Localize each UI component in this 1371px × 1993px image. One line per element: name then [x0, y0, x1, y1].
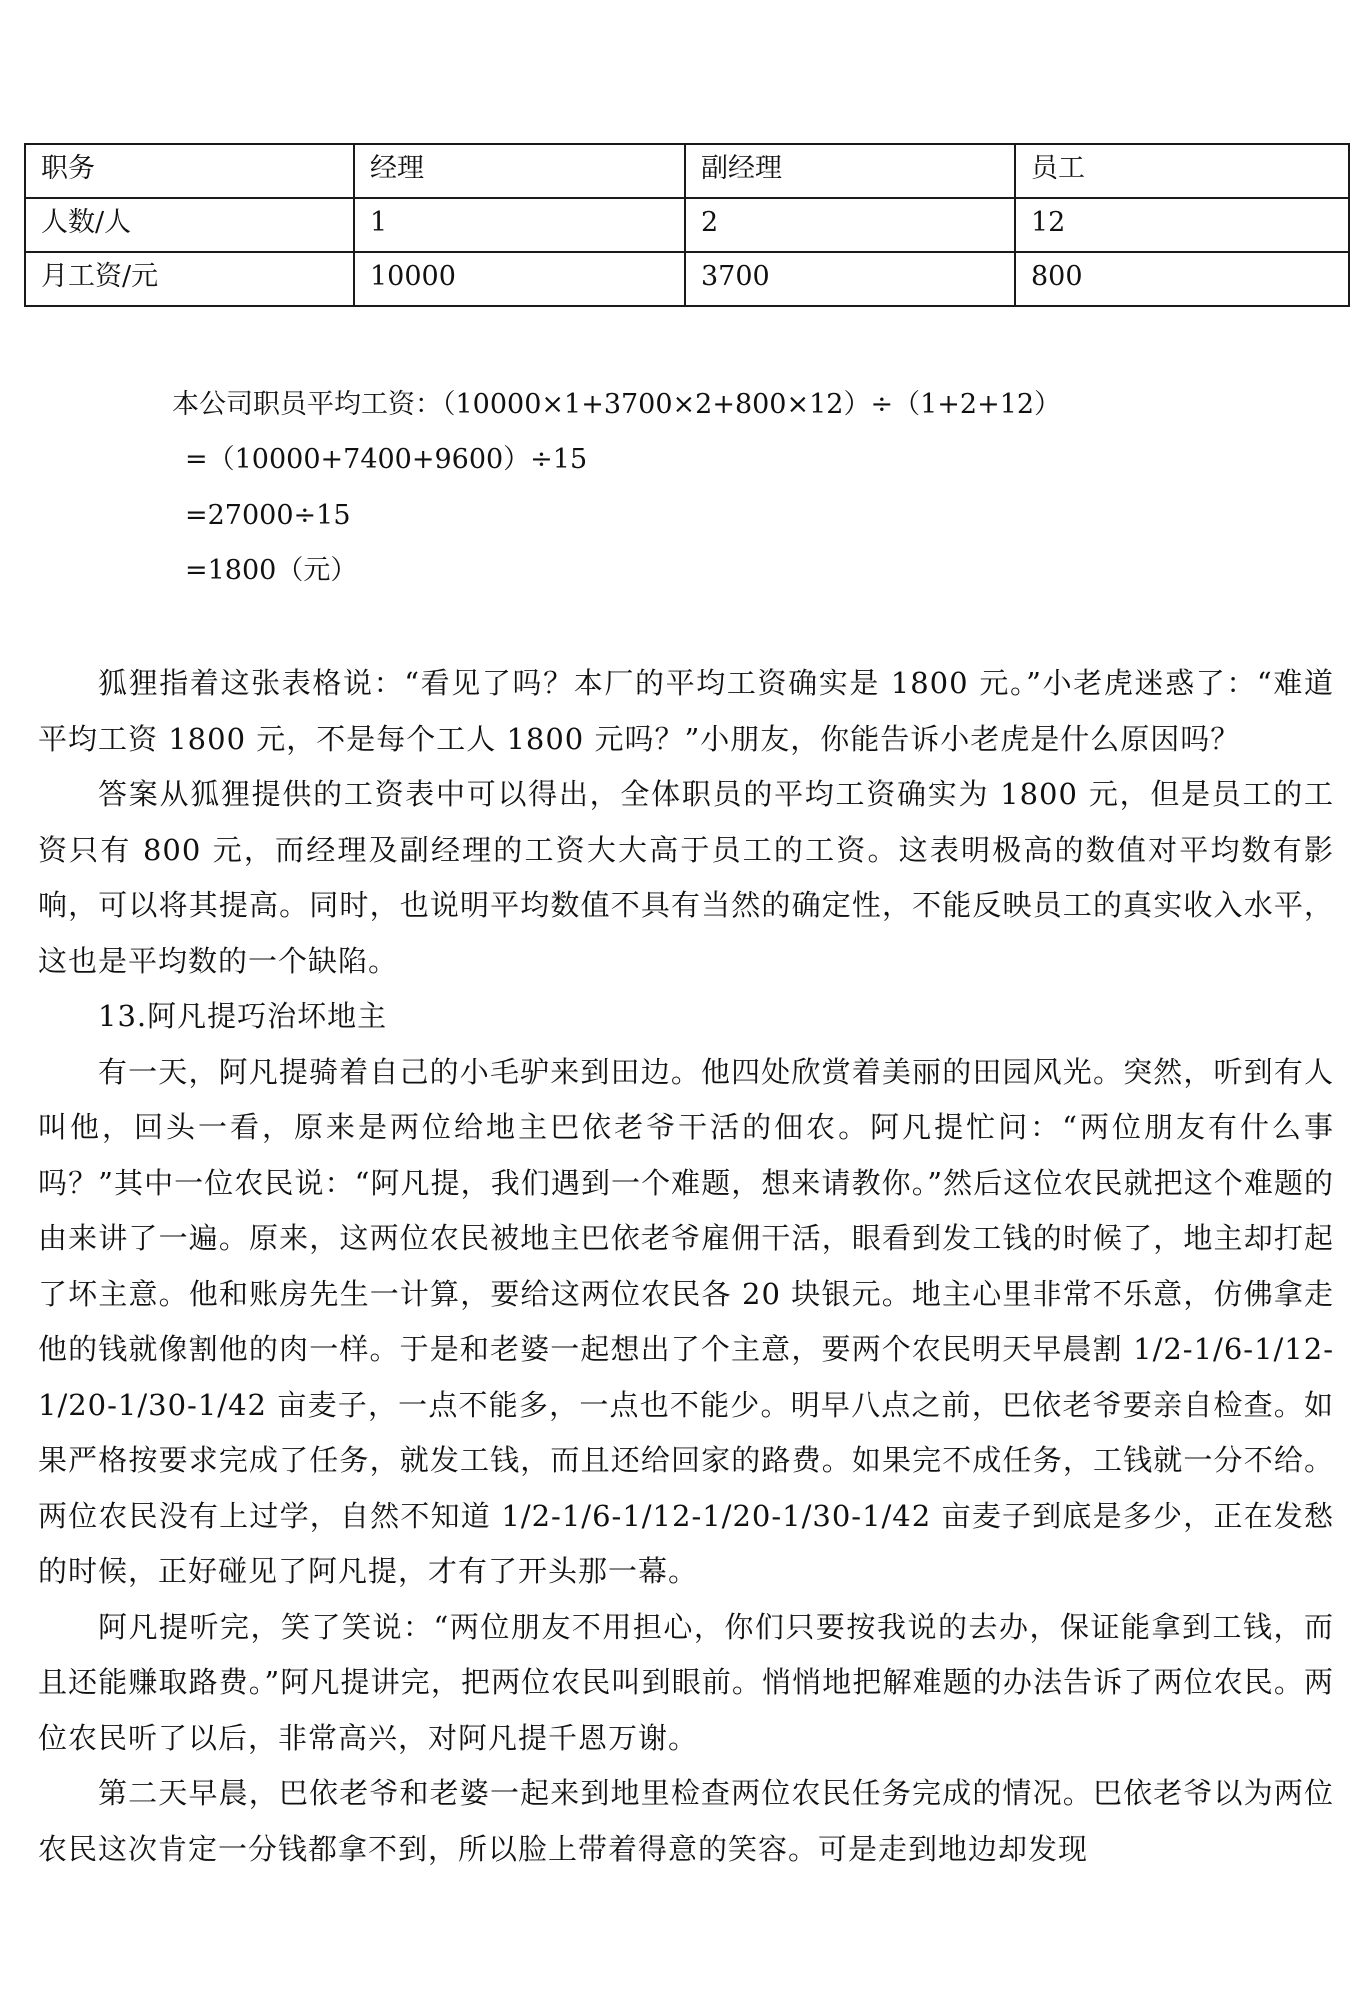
table-row [25, 144, 1349, 198]
salary-table [24, 143, 1350, 307]
table-cell: 12 [1015, 198, 1349, 252]
paragraph: 有一天，阿凡提骑着自己的小毛驴来到田边。他四处欣赏着美丽的田园风光。突然，听到有人叫他，回头一看，原来是两位给地主巴依老爷干活的佃农。阿凡提忙问：“两位朋友有什么事吗？”其中一位农民说：“阿凡提，我们遇到一个难题，想来请教你。”然后这位农民就把这个难题的由来讲了一遍。原来，这两位农民被地主巴依老爷雇佣干活，眼看到发工钱的时候了，地主却打起了坏主意。他和账房先生一计算，要给这两位农民各 20 块银元。地主心里非常不乐意，仿佛拿走他的钱就像割他的肉一样。于是和老婆一起想出了个主意，要两个农民明天早晨割 1/2-1/6-1/12-1/20-1/30-1/42 亩麦子，一点不能多，一点也不能少。明早八点之前，巴依老爷要亲自检查。如果严格按要求完成了任务，就发工钱，而且还给回家的路费。如果完不成任务，工钱就一分不给。两位农民没有上过学，自然不知道 1/2-1/6-1/12-1/20-1/30-1/42 亩麦子到底是多少，正在发愁的时候，正好碰见了阿凡提，才有了开头那一幕。 [38, 1054, 1334, 1588]
table-cell: 800 [1015, 252, 1349, 306]
table-cell: 3700 [685, 252, 1015, 306]
table-cell: 1 [354, 198, 685, 252]
paragraph: 阿凡提听完，笑了笑说：“两位朋友不用担心，你们只要按我说的去办，保证能拿到工钱，而且还能赚取路费。”阿凡提讲完，把两位农民叫到眼前。悄悄地把解难题的办法告诉了两位农民。两位农民听了以后，非常高兴，对阿凡提千恩万谢。 [38, 1609, 1334, 1755]
formula-line: =1800（元） [185, 555, 358, 586]
body-text [38, 656, 1334, 1877]
table-row [25, 252, 1349, 306]
table-header-cell: 职务 [25, 144, 354, 198]
formula-line: 本公司职员平均工资：（10000×1+3700×2+800×12）÷（1+2+12） [172, 389, 1062, 420]
formula-line: =（10000+7400+9600）÷15 [185, 444, 588, 475]
table-cell: 人数/人 [25, 198, 354, 252]
table-cell: 10000 [354, 252, 685, 306]
paragraph: 答案从狐狸提供的工资表中可以得出，全体职员的平均工资确实为 1800 元，但是员工的工资只有 800 元，而经理及副经理的工资大大高于员工的工资。这表明极高的数值对平均数有影响，可以将其提高。同时，也说明平均数值不具有当然的确定性，不能反映员工的真实收入水平，这也是平均数的一个缺陷。 [38, 777, 1334, 978]
formula-line: =27000÷15 [185, 500, 351, 531]
table-header-cell: 员工 [1015, 144, 1349, 198]
table-header-cell: 副经理 [685, 144, 1015, 198]
table-row [25, 198, 1349, 252]
paragraph: 第二天早晨，巴依老爷和老婆一起来到地里检查两位农民任务完成的情况。巴依老爷以为两位农民这次肯定一分钱都拿不到，所以脸上带着得意的笑容。可是走到地边却发现 [38, 1776, 1334, 1866]
section-heading: 13.阿凡提巧治坏地主 [98, 999, 388, 1033]
table-header-cell: 经理 [354, 144, 685, 198]
paragraph: 狐狸指着这张表格说：“看见了吗？本厂的平均工资确实是 1800 元。”小老虎迷惑了：“难道平均工资 1800 元，不是每个工人 1800 元吗？”小朋友，你能告诉小老虎是什么原因吗？ [38, 666, 1334, 756]
table-cell: 月工资/元 [25, 252, 354, 306]
table-cell: 2 [685, 198, 1015, 252]
